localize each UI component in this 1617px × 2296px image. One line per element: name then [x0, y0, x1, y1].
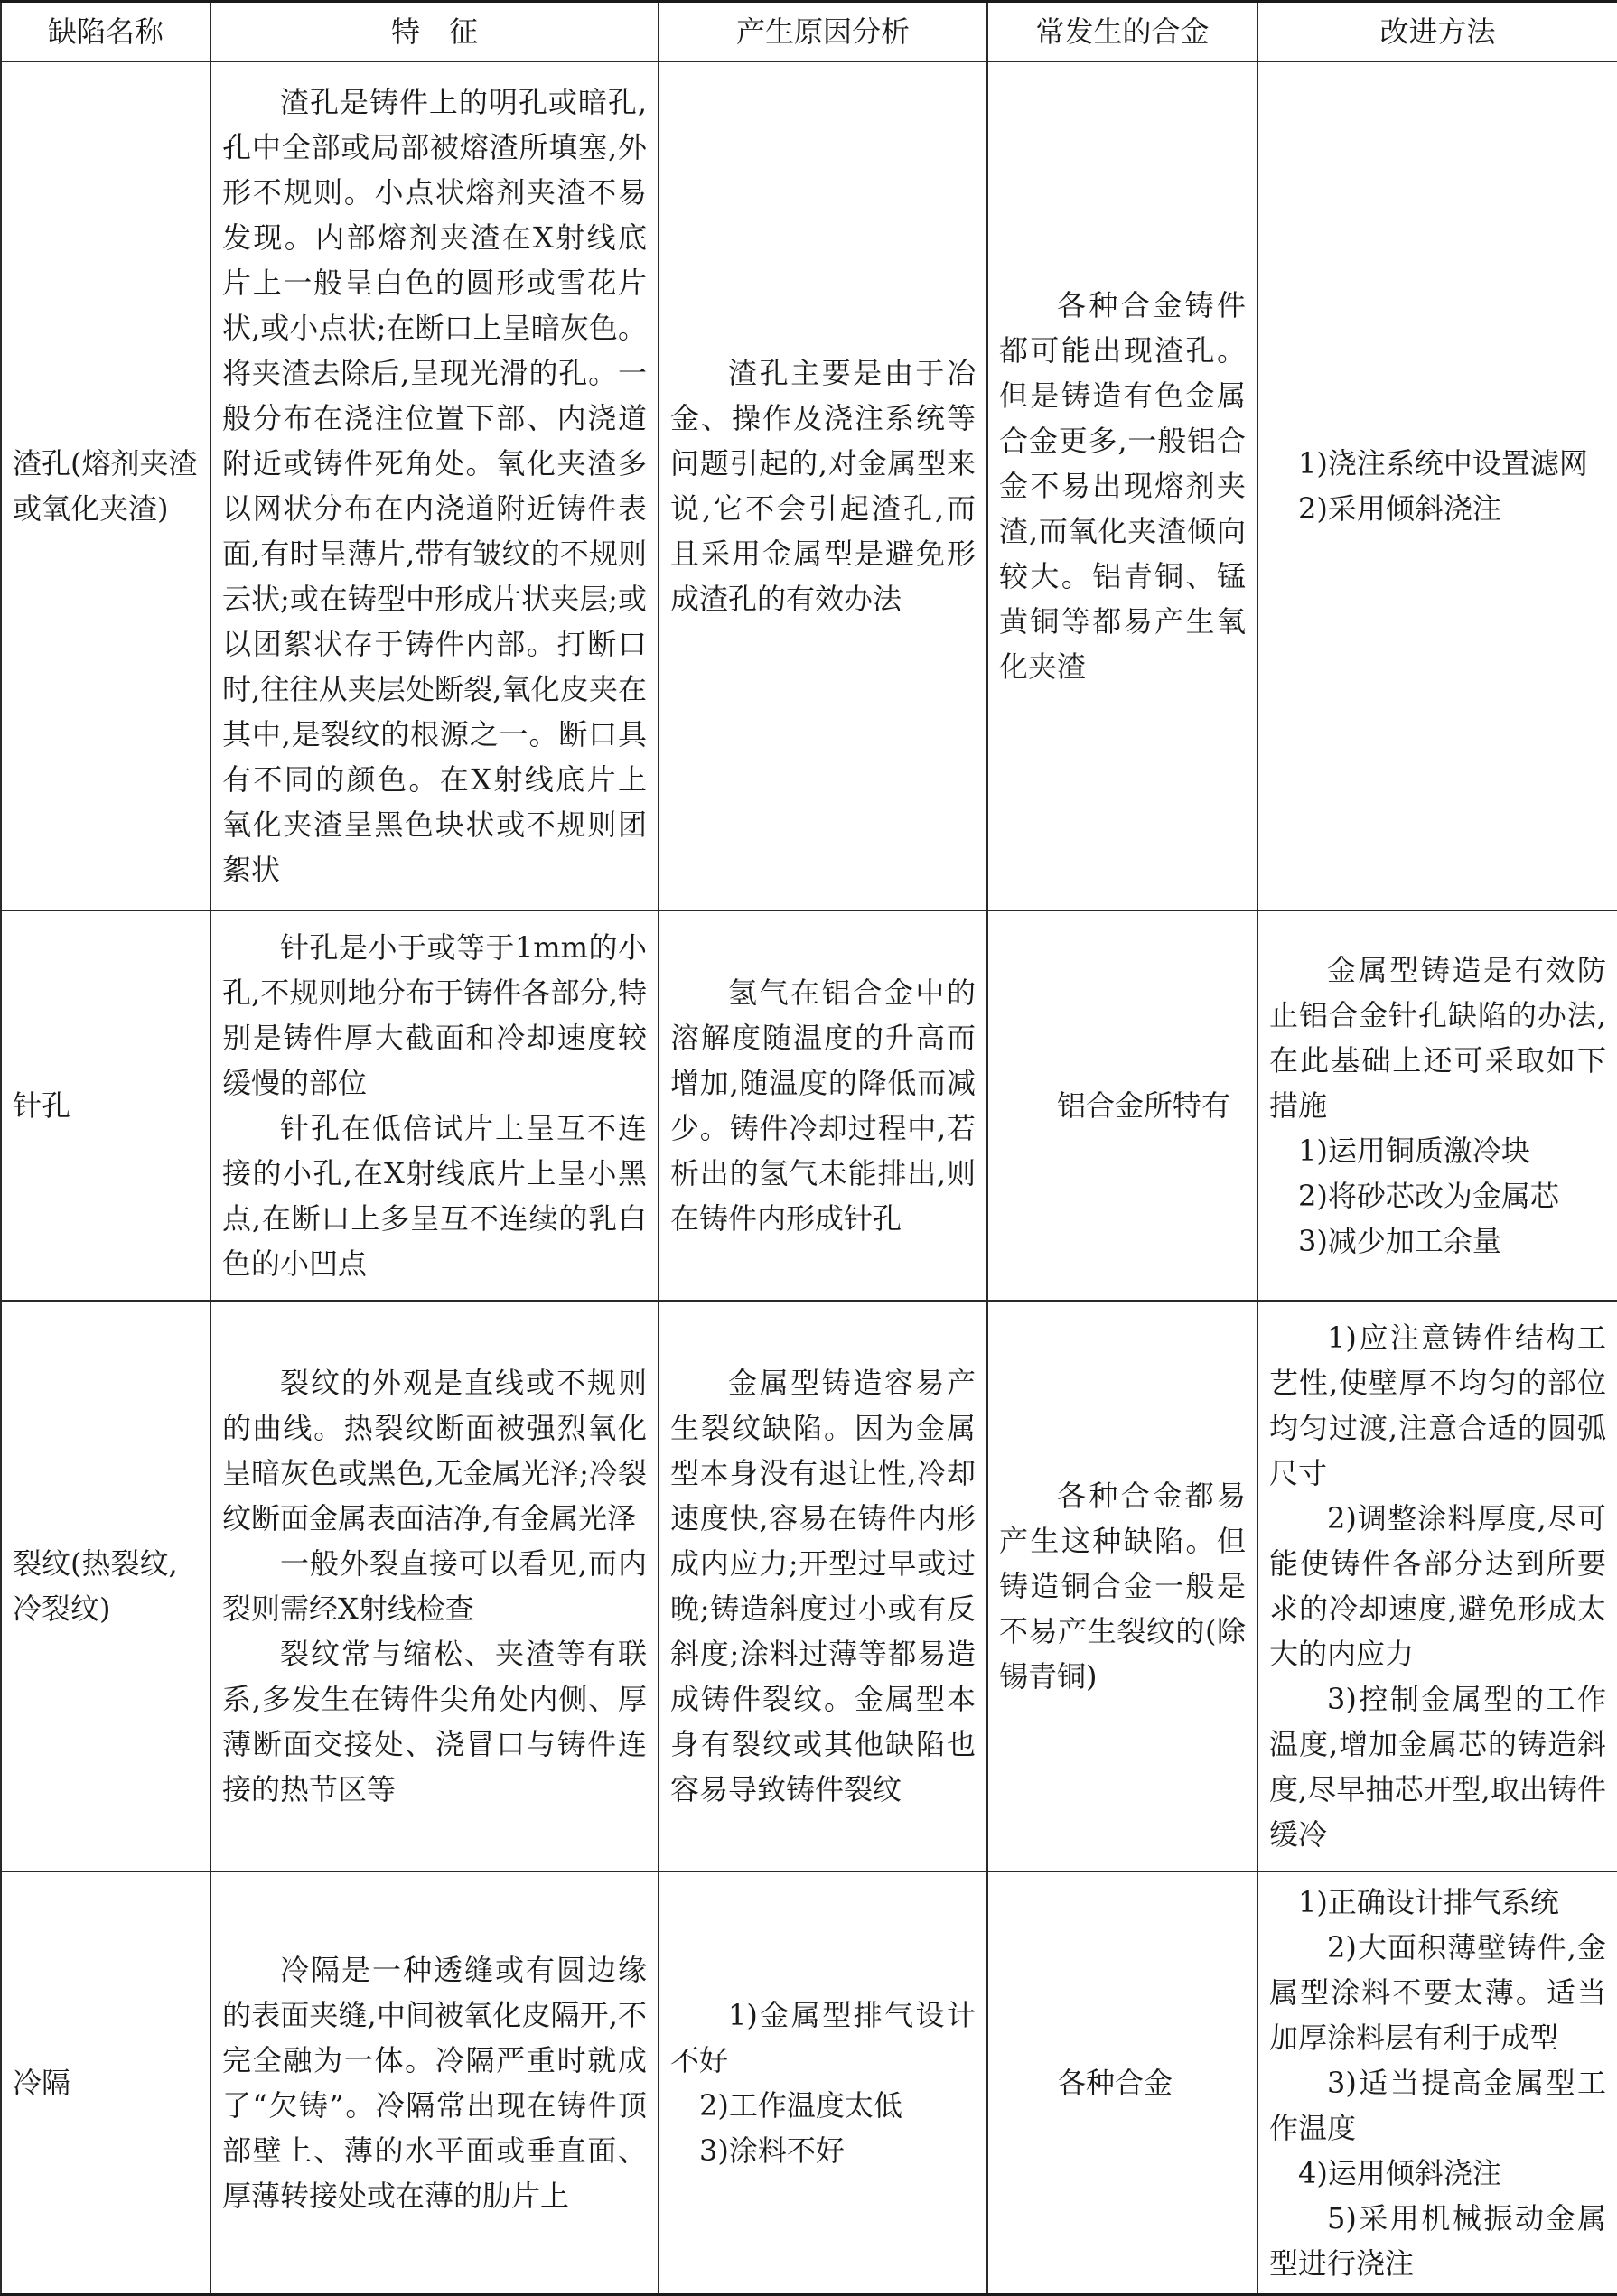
defect-name: 针孔: [13, 1088, 71, 1123]
alloys-cell: [987, 61, 1257, 910]
features-paragraph: 冷隔是一种透缝或有圆边缘的表面夹缝,中间被氧化皮隔开,不完全融为一体。冷隔严重时就成了“欠铸”。冷隔常出现在铸件顶部壁上、薄的水平面或垂直面、厚薄转接处或在薄的肋片上: [222, 1952, 647, 2213]
features-cell: [210, 61, 659, 910]
table-row-pinhole: [1, 910, 1617, 1301]
remedies-cell: [1257, 910, 1617, 1301]
causes-paragraph: 金属型铸造容易产生裂纹缺陷。因为金属型本身没有退让性,冷却速度快,容易在铸件内形成内应力;开型过早或过晚;铸造斜度过小或有反斜度;涂料过薄等都易造成铸件裂纹。金属型本身有裂纹或其他缺陷也容易导致铸件裂纹: [670, 1366, 976, 1806]
remedy-item: 3)控制金属型的工作温度,增加金属芯的铸造斜度,尽早抽芯开型,取出铸件缓冷: [1269, 1682, 1606, 1852]
header-remedies: 改进方法: [1257, 2, 1617, 62]
remedy-item: 1)应注意铸件结构工艺性,使壁厚不均匀的部位均匀过渡,注意合适的圆弧尺寸: [1269, 1321, 1606, 1490]
remedy-item: 2)大面积薄壁铸件,金属型涂料不要太薄。适当加厚涂料层有利于成型: [1269, 1929, 1606, 2055]
defect-name-cell: [1, 61, 210, 910]
remedy-intro: 金属型铸造是有效防止铝合金针孔缺陷的办法,在此基础上还可采取如下措施: [1269, 953, 1606, 1123]
defect-name: 渣孔(熔剂夹渣或氧化夹渣): [13, 446, 198, 526]
header-defect-name: 缺陷名称: [1, 2, 210, 62]
remedy-item: 2)采用倾斜浇注: [1298, 491, 1501, 526]
remedies-cell: [1257, 61, 1617, 910]
cause-item: 3)涂料不好: [699, 2133, 845, 2168]
causes-cell: [659, 61, 987, 910]
remedy-item: 1)浇注系统中设置滤网: [1298, 446, 1588, 481]
causes-cell: [659, 1301, 987, 1871]
features-paragraph: 针孔是小于或等于1mm的小孔,不规则地分布于铸件各部分,特别是铸件厚大截面和冷却速度较缓慢的部位: [222, 930, 647, 1100]
features-paragraph: 裂纹常与缩松、夹渣等有联系,多发生在铸件尖角处内侧、厚薄断面交接处、浇冒口与铸件连接的热节区等: [222, 1637, 647, 1806]
alloys-paragraph: 各种合金都易产生这种缺陷。但铸造铜合金一般是不易产生裂纹的(除锡青铜): [999, 1479, 1246, 1694]
features-paragraph: 裂纹的外观是直线或不规则的曲线。热裂纹断面被强烈氧化呈暗灰色或黑色,无金属光泽;冷裂纹断面金属表面洁净,有金属光泽: [222, 1366, 647, 1535]
causes-paragraph: 渣孔主要是由于冶金、操作及浇注系统等问题引起的,对金属型来说,它不会引起渣孔,而且采用金属型是避免形成渣孔的有效办法: [670, 356, 976, 616]
header-causes: 产生原因分析: [659, 2, 987, 62]
remedy-item: 1)运用铜质激冷块: [1298, 1134, 1530, 1168]
features-cell: [210, 910, 659, 1301]
remedy-item: 3)减少加工余量: [1298, 1224, 1501, 1258]
features-paragraph: 一般外裂直接可以看见,而内裂则需经X射线检查: [222, 1546, 647, 1626]
alloys-cell: [987, 1871, 1257, 2294]
remedy-item: 1)正确设计排气系统: [1298, 1884, 1559, 1919]
causes-cell: [659, 910, 987, 1301]
defect-name: 冷隔: [13, 2065, 71, 2100]
cause-item: 2)工作温度太低: [699, 2087, 902, 2123]
remedies-cell: [1257, 1301, 1617, 1871]
cause-item: 1)金属型排气设计不好: [670, 1997, 976, 2077]
causes-cell: [659, 1871, 987, 2294]
features-paragraph: 针孔在低倍试片上呈互不连接的小孔,在X射线底片上呈小黑点,在断口上多呈互不连续的乳白色的小凹点: [222, 1111, 647, 1281]
table-row-crack: [1, 1301, 1617, 1871]
remedy-item: 4)运用倾斜浇注: [1298, 2155, 1501, 2190]
features-cell: [210, 1871, 659, 2294]
defect-name-cell: [1, 910, 210, 1301]
features-paragraph: 渣孔是铸件上的明孔或暗孔,孔中全部或局部被熔渣所填塞,外形不规则。小点状熔剂夹渣不易发现。内部熔剂夹渣在X射线底片上一般呈白色的圆形或雪花片状,或小点状;在断口上呈暗灰色。将夹渣去除后,呈现光滑的孔。一般分布在浇注位置下部、内浇道附近或铸件死角处。氧化夹渣多以网状分布在内浇道附近铸件表面,有时呈薄片,带有皱纹的不规则云状;或在铸型中形成片状夹层;或以团絮状存于铸件内部。打断口时,往往从夹层处断裂,氧化皮夹在其中,是裂纹的根源之一。断口具有不同的颜色。在X射线底片上氧化夹渣呈黑色块状或不规则团絮状: [222, 85, 647, 887]
header-alloys: 常发生的合金: [987, 2, 1257, 62]
header-row: [1, 2, 1617, 62]
remedy-item: 3)适当提高金属型工作温度: [1269, 2065, 1606, 2145]
defect-name: 裂纹(热裂纹,冷裂纹): [13, 1546, 178, 1626]
defect-name-cell: [1, 1871, 210, 2294]
header-features: 特 征: [210, 2, 659, 62]
alloys-paragraph: 各种合金铸件都可能出现渣孔。但是铸造有色金属合金更多,一般铝合金不易出现熔剂夹渣,而氧化夹渣倾向较大。铝青铜、锰黄铜等都易产生氧化夹渣: [999, 288, 1246, 684]
table-row-cold-shut: [1, 1871, 1617, 2294]
defect-name-cell: [1, 1301, 210, 1871]
remedy-item: 2)调整涂料厚度,尽可能使铸件各部分达到所要求的冷却速度,避免形成太大的内应力: [1269, 1501, 1606, 1671]
alloys-paragraph: 铝合金所特有: [1057, 1088, 1231, 1123]
causes-paragraph: 氢气在铝合金中的溶解度随温度的升高而增加,随温度的降低而减少。铸件冷却过程中,若析出的氢气未能排出,则在铸件内形成针孔: [670, 975, 976, 1236]
alloys-cell: [987, 910, 1257, 1301]
table-row-slag-hole: [1, 61, 1617, 910]
remedy-item: 2)将砂芯改为金属芯: [1298, 1179, 1559, 1213]
features-cell: [210, 1301, 659, 1871]
remedies-cell: [1257, 1871, 1617, 2294]
alloys-cell: [987, 1301, 1257, 1871]
alloys-paragraph: 各种合金: [1057, 2065, 1173, 2100]
remedy-item: 5)采用机械振动金属型进行浇注: [1269, 2200, 1606, 2281]
